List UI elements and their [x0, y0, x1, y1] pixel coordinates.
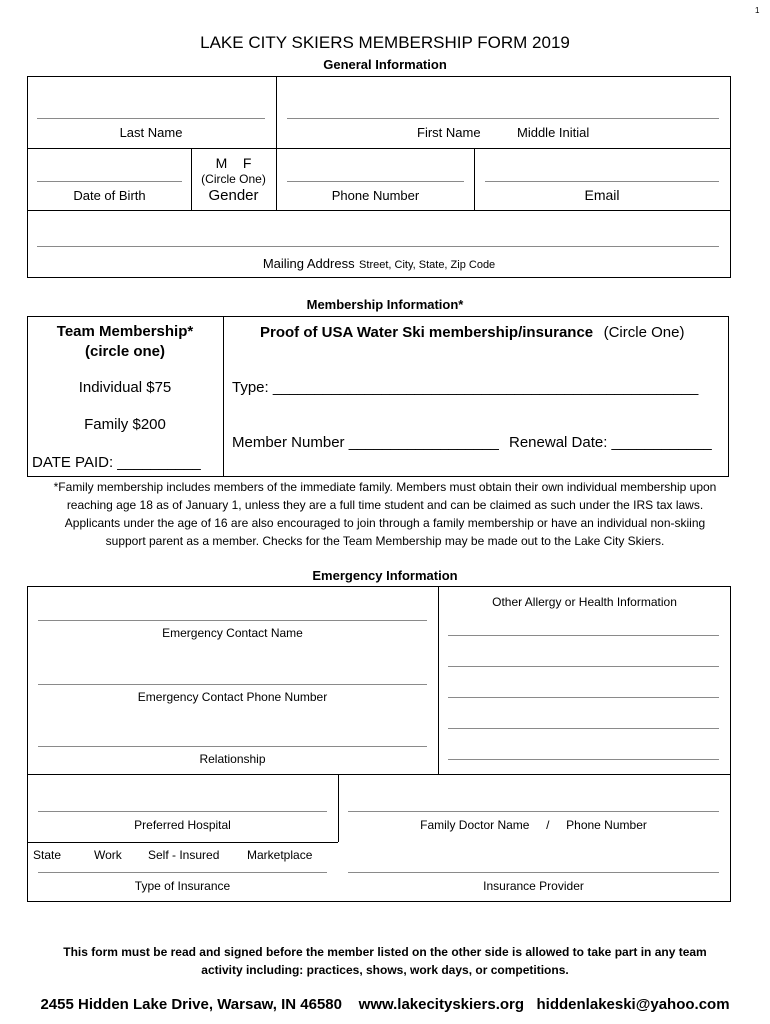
relationship-line[interactable]	[38, 746, 427, 747]
col-divider	[276, 76, 277, 210]
proof-heading	[260, 324, 684, 342]
middle-initial-label: Middle Initial	[517, 125, 590, 140]
allergy-line[interactable]	[448, 697, 719, 698]
team-membership-title: Team Membership*	[56, 323, 194, 340]
col-divider	[338, 774, 339, 842]
allergy-label: Other Allergy or Health Information	[492, 595, 677, 609]
relationship-label: Relationship	[199, 752, 266, 766]
insurance-option-work[interactable]: Work	[94, 848, 122, 862]
emergency-heading: Emergency Information	[312, 568, 458, 583]
row-divider	[27, 774, 731, 775]
col-divider	[223, 316, 224, 477]
general-heading: General Information	[323, 57, 447, 72]
allergy-line[interactable]	[448, 635, 719, 636]
doctor-label: Family Doctor Name / Phone Number	[420, 818, 647, 832]
col-divider	[474, 148, 475, 210]
dob-label: Date of Birth	[73, 188, 146, 203]
note-line: Applicants under the age of 16 are also encouraged to join through a family membership or have an individual non-skiing	[64, 516, 706, 530]
mailing-address-main: Mailing Address	[262, 256, 355, 271]
insurance-type-label: Type of Insurance	[134, 879, 231, 893]
first-name-line[interactable]	[287, 118, 719, 119]
contact-name-label: Emergency Contact Name	[162, 626, 303, 640]
first-name-label: First Name	[417, 125, 481, 140]
membership-heading: Membership Information*	[306, 297, 464, 312]
insurance-option-state[interactable]: State	[33, 848, 62, 862]
contact-phone-label: Emergency Contact Phone Number	[137, 690, 328, 704]
hospital-line[interactable]	[38, 811, 327, 812]
individual-option[interactable]: Individual $75	[78, 379, 172, 396]
allergy-line[interactable]	[448, 728, 719, 729]
gender-label: Gender	[208, 187, 259, 204]
proof-circle-one: (Circle One)	[603, 324, 685, 341]
allergy-line[interactable]	[448, 666, 719, 667]
hospital-label: Preferred Hospital	[134, 818, 231, 832]
contact-name-line[interactable]	[38, 620, 427, 621]
contact-phone-line[interactable]	[38, 684, 427, 685]
phone-line[interactable]	[287, 181, 464, 182]
team-membership-subtitle: (circle one)	[84, 343, 166, 360]
notice-line-1: This form must be read and signed before the member listed on the other side is allowed to take part in any team	[63, 945, 707, 959]
insurance-provider-label: Insurance Provider	[483, 879, 584, 893]
doctor-line[interactable]	[348, 811, 719, 812]
general-info-table	[27, 76, 731, 278]
renewal-date-field[interactable]: Renewal Date: ____________	[509, 434, 712, 451]
family-option[interactable]: Family $200	[84, 416, 166, 433]
member-number-field[interactable]: Member Number __________________	[232, 434, 499, 451]
dob-line[interactable]	[37, 181, 182, 182]
membership-note	[0, 478, 770, 550]
proof-title: Proof of USA Water Ski membership/insurance	[260, 324, 594, 341]
page-number: 1	[755, 6, 760, 15]
date-paid-field[interactable]: DATE PAID: __________	[32, 454, 201, 471]
last-name-line[interactable]	[37, 118, 265, 119]
row-divider	[27, 842, 338, 843]
note-line: reaching age 18 as of January 1, unless they are a full time student and can be claimed as such under the IRS tax laws.	[66, 498, 704, 512]
insurance-option-self-insured[interactable]: Self - Insured	[148, 848, 220, 862]
gender-circle-one: (Circle One)	[201, 172, 266, 186]
note-line: support parent as a member. Checks for the Team Membership may be made out to the Lake City Skiers.	[105, 534, 665, 548]
insurance-type-line[interactable]	[38, 872, 327, 873]
email-line[interactable]	[485, 181, 719, 182]
notice-line-2: activity including: practices, shows, work days, or competitions.	[201, 963, 569, 977]
gender-options[interactable]: M F	[215, 155, 252, 171]
insurance-type-field[interactable]: Type: ___________________________________________________	[232, 379, 699, 396]
row-divider	[27, 210, 731, 211]
form-title: LAKE CITY SKIERS MEMBERSHIP FORM 2019	[200, 33, 570, 52]
last-name-label: Last Name	[119, 125, 183, 140]
mailing-address-detail: Street, City, State, Zip Code	[359, 259, 496, 271]
contact-footer: 2455 Hidden Lake Drive, Warsaw, IN 46580 www.lakecityskiers.org hiddenlakeski@yahoo.com	[40, 996, 730, 1013]
insurance-provider-line[interactable]	[348, 872, 719, 873]
note-line: *Family membership includes members of the immediate family. Members must obtain their own individual membership upon	[53, 480, 717, 494]
mailing-address-line[interactable]	[37, 246, 719, 247]
col-divider	[438, 586, 439, 774]
phone-label: Phone Number	[331, 188, 420, 203]
mailing-address-label	[27, 255, 731, 273]
row-divider	[27, 148, 731, 149]
insurance-option-marketplace[interactable]: Marketplace	[247, 848, 313, 862]
allergy-line[interactable]	[448, 759, 719, 760]
email-label: Email	[584, 187, 620, 203]
